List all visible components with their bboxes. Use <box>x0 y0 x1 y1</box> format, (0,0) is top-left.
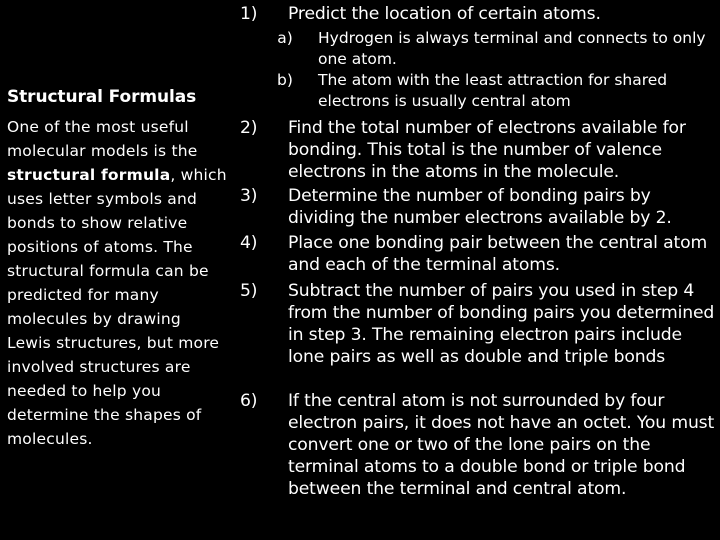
intro-text-end: , which uses letter symbols and bonds to show relative positions of atoms. The structural formula can be predicted for many molecules by drawing Lewis structures, but more involved structures are needed to help you determine the shapes of molecules. <box>7 166 227 448</box>
intro-text-start: One of the most useful molecular models is the <box>7 118 198 160</box>
section-title: Structural Formulas <box>7 87 197 107</box>
intro-paragraph <box>7 115 229 451</box>
step-text: If the central atom is not surrounded by four electron pairs, it does not have an octet. You must convert one or two of the lone pairs on the terminal atoms to a double bond or triple bond between the terminal and central atom. <box>288 391 715 499</box>
step-number: 1) <box>240 4 258 24</box>
left-column <box>7 86 229 451</box>
substep-text: Hydrogen is always terminal and connects to only one atom. <box>318 29 706 68</box>
substep-text: The atom with the least attraction for shared electrons is usually central atom <box>318 71 668 110</box>
step-text: Find the total number of electrons available for bonding. This total is the number of valence electrons in the atoms in the molecule. <box>288 118 686 182</box>
step-text: Subtract the number of pairs you used in step 4 from the number of bonding pairs you determined in step 3. The remaining electron pairs include lone pairs as well as double and triple bonds <box>288 281 715 367</box>
step-text: Determine the number of bonding pairs by dividing the number electrons available by 2. <box>288 186 672 228</box>
step-number: 6) <box>240 391 258 411</box>
step-number: 2) <box>240 118 258 138</box>
step-text: Place one bonding pair between the central atom and each of the terminal atoms. <box>288 233 708 275</box>
intro-bold-term: structural formula <box>7 166 171 184</box>
substep-letter: a) <box>277 29 293 47</box>
step-text: Predict the location of certain atoms. <box>288 4 601 24</box>
step-number: 4) <box>240 233 258 253</box>
step-number: 5) <box>240 281 258 301</box>
substep-letter: b) <box>277 71 293 89</box>
step-number: 3) <box>240 186 258 206</box>
